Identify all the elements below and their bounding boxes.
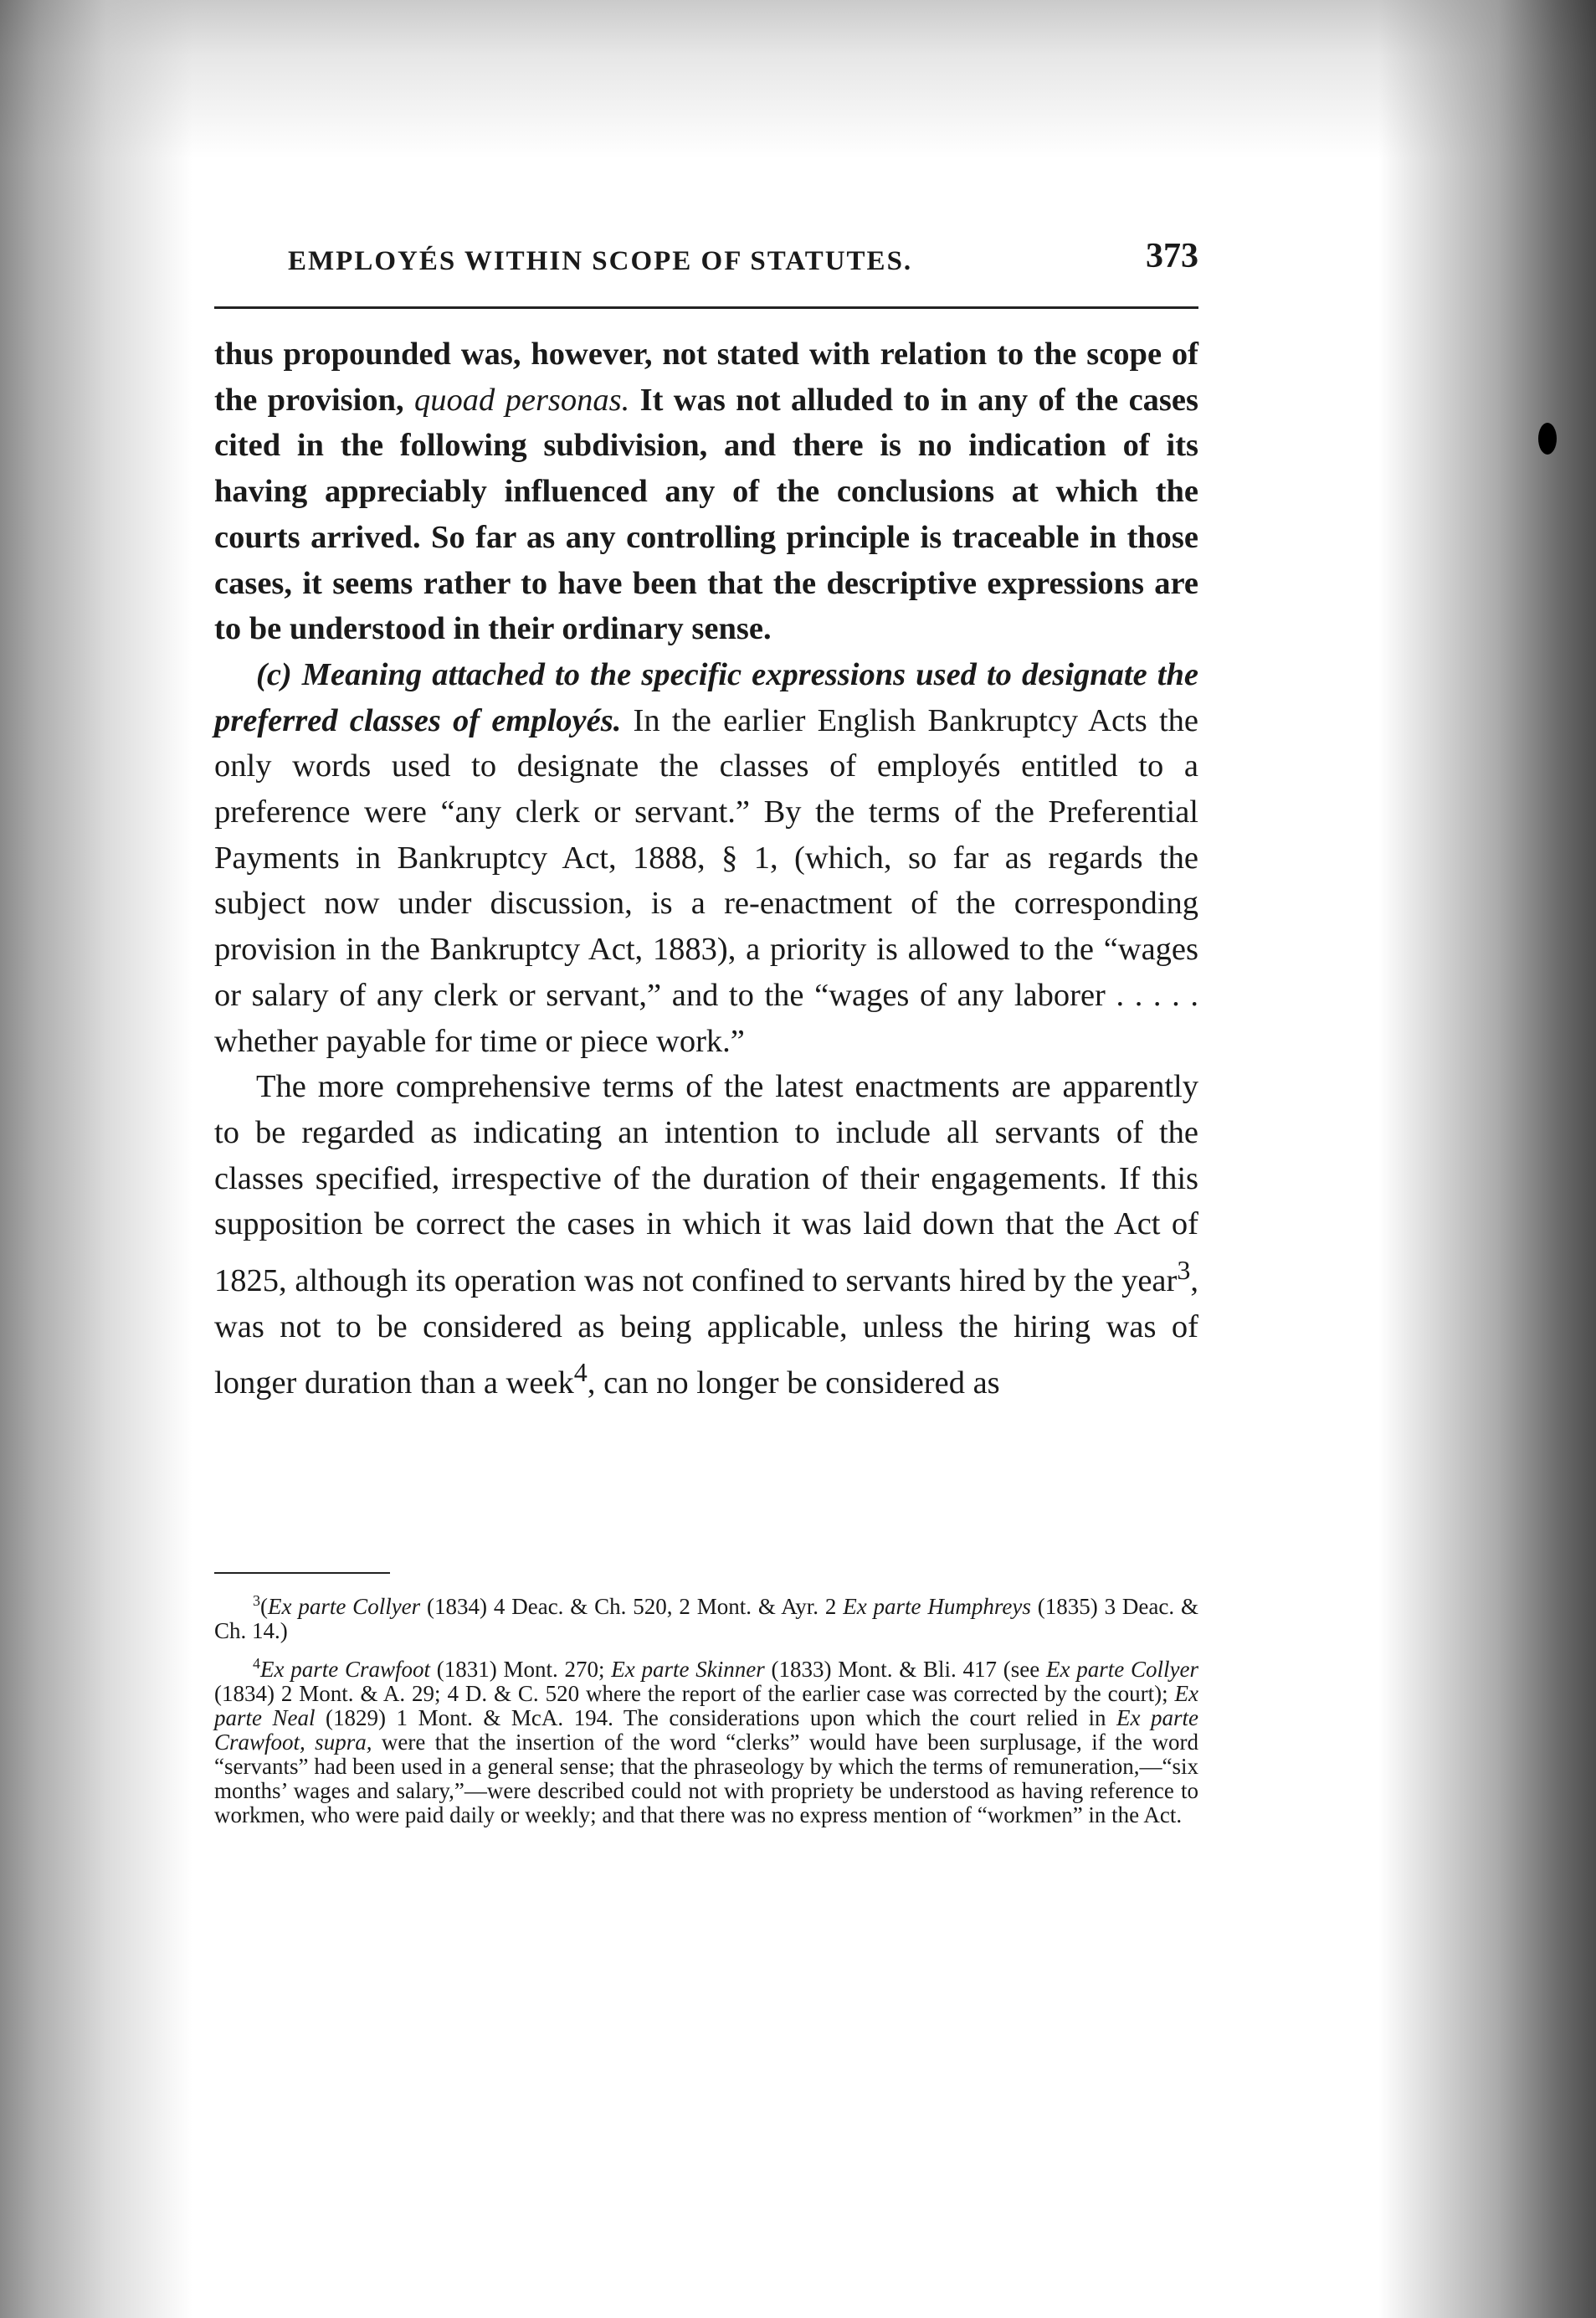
- paragraph-1: [214, 332, 1198, 652]
- footnote-4: [214, 1652, 1198, 1827]
- paragraph-2-text: In the earlier English Bankruptcy Acts the only words used to designate the classes of employés entitled to a preference were “any clerk or servant.” By the terms of the Preferential Payments in Bankruptcy Act, 1888, § 1, (which, so far as regards the subject now under discussion, is a re-enactment of the corresponding provision in the Bankruptcy Act, 1883), a priority is allowed to the “wages or salary of any clerk or servant,” and to the “wages of any laborer . . . . . whether payable for time or piece work.”: [214, 702, 1198, 1059]
- case-name: Ex parte Skinner: [611, 1657, 765, 1682]
- case-name: Ex parte Collyer: [1046, 1657, 1198, 1682]
- footnote-4-text: (1834) 2 Mont. & A. 29; 4 D. & C. 520 where the report of the earlier case was corrected by the court);: [214, 1681, 1175, 1706]
- footnote-3-marker: 3: [253, 1592, 260, 1609]
- footnote-4-text: were that the insertion of the word “clerks” would have been surplusage, if the word “servants” had been used in a general sense; that the phraseology by which the terms of remuneration,—“six months’ wages and salary,”—were described could not with propriety be understood as having reference to workmen, who were paid daily or weekly; and that there was no express mention of “workmen” in the Act.: [214, 1730, 1198, 1827]
- footnote-ref-3: 3: [1177, 1255, 1191, 1286]
- scan-shadow-right: [1378, 0, 1596, 2318]
- footnote-3: [214, 1589, 1198, 1643]
- scan-shadow-left: [0, 0, 192, 2318]
- page-number: 373: [1146, 237, 1198, 275]
- paragraph-2: [214, 652, 1198, 1064]
- page-header: [214, 236, 1198, 286]
- case-name: Ex parte Crawfoot: [260, 1657, 431, 1682]
- scan-shadow-top: [0, 0, 1596, 159]
- footnote-3-text: (1834) 4 Deac. & Ch. 520, 2 Mont. & Ayr. 2: [420, 1594, 837, 1619]
- footnote-3-text: (: [260, 1594, 268, 1619]
- paragraph-1-text-a: thus propounded was, however, not stated with relation to the scope of the provision,: [214, 337, 1198, 418]
- case-name: Ex parte Collyer: [268, 1594, 421, 1619]
- footnote-3-text: (1835) 3 Deac. & Ch. 14.): [214, 1594, 1198, 1643]
- paragraph-3-text-a: The more comprehensive terms of the latest enactments are apparently to be regarded as indicating an intention to include all servants of the classes specified, irrespective of the duration of their engagements. If this supposition be correct the cases in which it was laid down that the Act of 1825, although its operation was not confined to servants hired by the year: [214, 1069, 1198, 1298]
- running-head: EMPLOYÉS WITHIN SCOPE OF STATUTES.: [288, 246, 913, 276]
- footnote-ref-4: 4: [573, 1357, 588, 1388]
- header-rule: [214, 306, 1198, 309]
- paragraph-1-text-b: It was not alluded to in any of the cases cited in the following subdivision, and there is no indication of its having appreciably influenced any of the conclusions at which the courts arrived. So far as any controlling principle is traceable in those cases, it seems rather to have been that the descriptive expressions are to be understood in their ordinary sense.: [214, 382, 1198, 647]
- case-name: Ex parte Crawfoot, supra,: [214, 1705, 1198, 1755]
- footnote-4-text: (1829) 1 Mont. & McA. 194. The considerations upon which the court relied in: [315, 1705, 1116, 1730]
- paragraph-3-text-c: , can no longer be considered as: [587, 1365, 1000, 1401]
- case-name: Ex parte Humphreys: [843, 1594, 1031, 1619]
- footnote-4-text: (1831) Mont. 270;: [430, 1657, 612, 1682]
- footnote-4-marker: 4: [253, 1655, 260, 1672]
- footnotes: [214, 1589, 1198, 1836]
- section-c-heading: (c) Meaning attached to the specific expressions used to designate the preferred classes of employés.: [214, 656, 1198, 738]
- paragraph-3: [214, 1064, 1198, 1406]
- footnote-4-text: (1833) Mont. & Bli. 417 (see: [764, 1657, 1047, 1682]
- quoad-personas-phrase: quoad personas.: [414, 382, 630, 418]
- paragraph-3-text-b: , was not to be considered as being applicable, unless the hiring was of longer duration than a week: [214, 1262, 1198, 1401]
- footnote-rule: [214, 1572, 390, 1574]
- body-text: [214, 332, 1198, 1406]
- scan-speck: [1538, 423, 1557, 455]
- case-name: Ex parte Neal: [214, 1681, 1198, 1730]
